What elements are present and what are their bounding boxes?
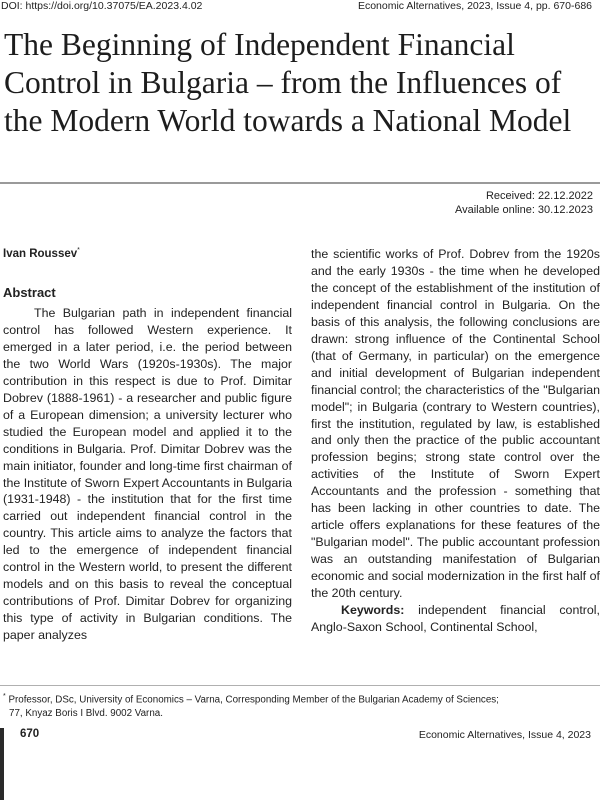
footer-journal: Economic Alternatives, Issue 4, 2023 — [418, 729, 591, 741]
article-title: The Beginning of Independent Financial Control in Bulgaria – from the Influences of the Modern World towards a National Model — [4, 27, 572, 138]
keywords — [311, 602, 600, 636]
doi-link[interactable]: DOI: https://doi.org/10.37075/EA.2023.4.02 — [1, 0, 203, 12]
abstract-right-text: the scientific works of Prof. Dobrev from the 1920s and the early 1930s - the time when he developed the concept of the establishment of the institution of independent financial control in Bulgaria. On the basis of this analysis, the following conclusions are drawn: strong influence of the Continental School (that of Germany, in particular) on the emergence and initial development of Bulgarian independent financial control; the characteristics of the "Bulgarian model"; in Bulgaria (contrary to Western countries), first the institution, regulated by law, is established and only then the practice of the public accountant profession begins; strong state control over the activities of the Institute of Sworn Expert Accountants and the profession - something that has been lacking in other countries to date. The article offers explanations for these features of the "Bulgarian model". The public accountant profession was an outstanding manifestation of Bulgarian economic and social modernization in the first half of the 20th century. — [311, 247, 600, 601]
keywords-text: independent financial control, Anglo-Saxon School, Continental School, — [311, 603, 600, 634]
keywords-label: Keywords: — [341, 603, 405, 618]
page-number: 670 — [20, 728, 40, 740]
received-date: Received: 22.12.2022 — [485, 190, 593, 202]
footnote-line-1: Professor, DSc, University of Economics – Varna, Corresponding Member of the Bulgarian Academy of Sciences; — [8, 694, 499, 706]
author-name-text: Ivan Roussev — [3, 247, 78, 260]
page-edge-bar — [0, 728, 4, 800]
footnote-line-2: 77, Knyaz Boris I Blvd. 9002 Varna. — [9, 707, 163, 719]
journal-reference: Economic Alternatives, 2023, Issue 4, pp. 670-686 — [357, 0, 592, 12]
footnote-mark: * — [3, 693, 6, 700]
author-footnote — [3, 690, 595, 720]
abstract-heading: Abstract — [3, 285, 56, 300]
author-name — [3, 247, 80, 260]
author-footnote-mark: * — [77, 247, 80, 254]
available-online-date: Available online: 30.12.2023 — [454, 203, 593, 216]
running-header — [0, 0, 600, 14]
publication-dates — [455, 190, 593, 217]
footnote-divider — [0, 685, 600, 686]
abstract-right-column — [311, 246, 600, 636]
abstract-left-column: The Bulgarian path in independent financial control has followed Western experience. It emerged in a later period, i.e. the period between the two World Wars (1920s-1930s). The major contribution in this respect is due to Prof. Dimitar Dobrev (1888-1961) - a researcher and public figure of a European dimension; a university lecturer who studied the European model and applied it to the conditions in Bulgaria. Prof. Dimitar Dobrev was the main initiator, founder and long-time first chairman of the Institute of Sworn Expert Accountants in Bulgaria (1931-1948) - the institution that for the first time carried out independent financial control in the country. This article aims to analyze the factors that led to the emergence of independent financial control in the Western world, to present the different models and on this basis to reveal the conceptual contributions of Prof. Dimitar Dobrev for organizing this type of activity in Bulgarian conditions. The paper analyzes — [3, 306, 292, 643]
title-divider — [0, 182, 600, 184]
